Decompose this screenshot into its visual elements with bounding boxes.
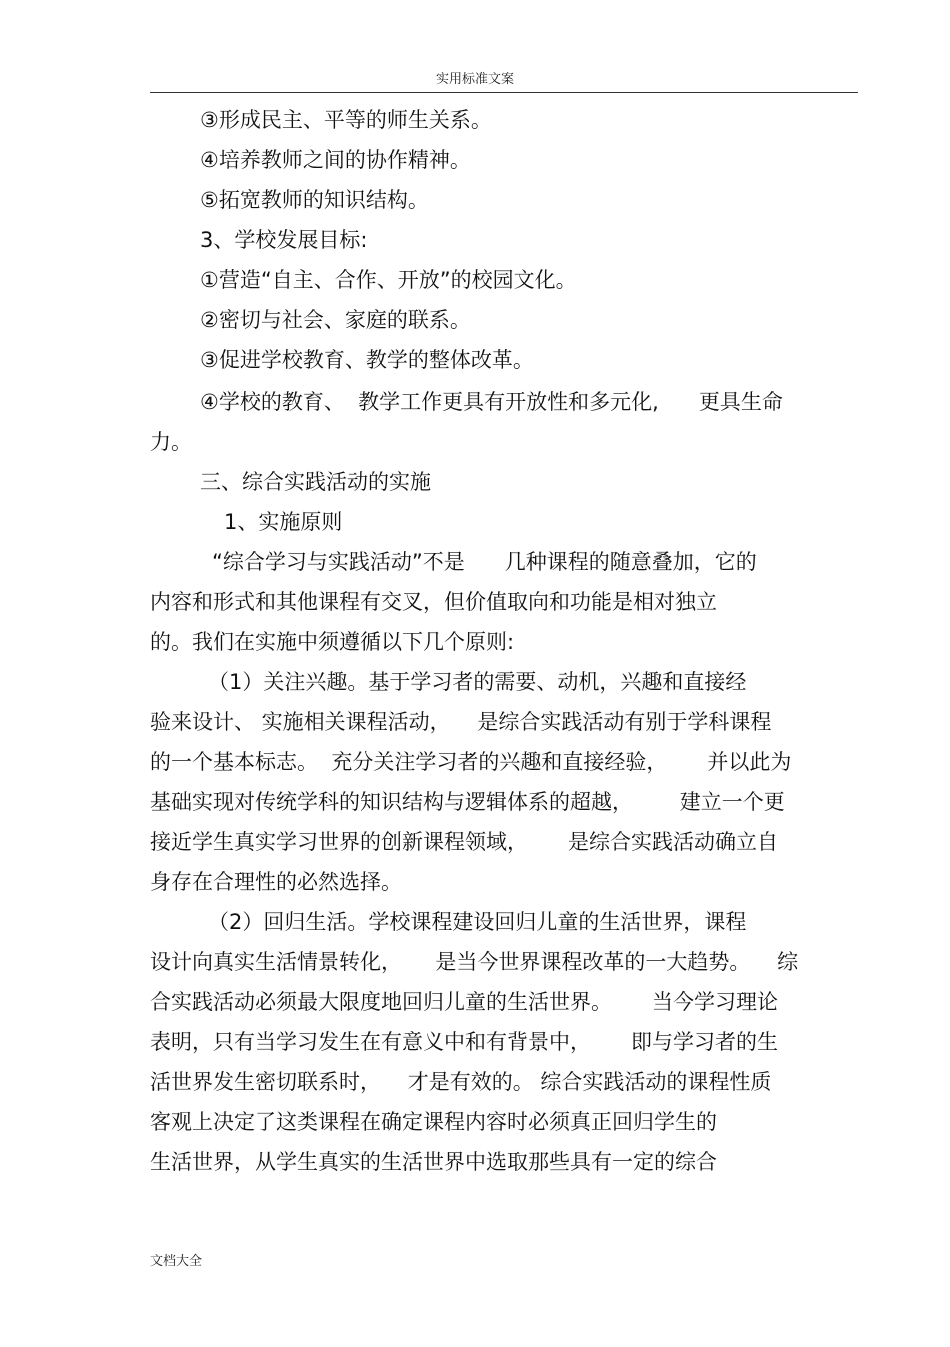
paragraph-line: 设计向真实生活情景转化， 是当今世界课程改革的一大趋势。 综	[150, 950, 799, 974]
paragraph-line: ④学校的教育、 教学工作更具有开放性和多元化, 更具生命	[200, 390, 783, 414]
paragraph-line: ③形成民主、平等的师生关系。	[200, 108, 492, 132]
paragraph-line: 内容和形式和其他课程有交叉，但价值取向和功能是相对独立	[150, 590, 717, 614]
subsection-heading: 1、实施原则	[224, 510, 343, 534]
paragraph-line: 表明，只有当学习发生在有意义中和有背景中， 即与学习者的生	[150, 1030, 779, 1054]
paragraph-line: ④培养教师之间的协作精神。	[200, 148, 471, 172]
paragraph-line: 力。	[150, 430, 192, 454]
page-header: 实用标准文案	[435, 72, 514, 87]
header-divider	[150, 92, 858, 93]
paragraph-line: 生活世界，从学生真实的生活世界中选取那些具有一定的综合	[150, 1150, 717, 1174]
paragraph-line: 验来设计、 实施相关课程活动， 是综合实践活动有别于学科课程	[150, 710, 772, 734]
section-heading: 3、学校发展目标:	[200, 228, 368, 252]
paragraph-line: 接近学生真实学习世界的创新课程领域， 是综合实践活动确立自	[150, 830, 779, 854]
section-heading: 三、综合实践活动的实施	[200, 470, 431, 494]
paragraph-line: ③促进学校教育、教学的整体改革。	[200, 348, 534, 372]
paragraph-line: 身存在合理性的必然选择。	[150, 870, 402, 894]
paragraph-line: “综合学习与实践活动”不是 几种课程的随意叠加，它的	[212, 550, 757, 574]
paragraph-line: ②密切与社会、家庭的联系。	[200, 308, 471, 332]
paragraph-line: 合实践活动必须最大限度地回归儿童的生活世界。 当今学习理论	[150, 990, 779, 1014]
paragraph-line: 基础实现对传统学科的知识结构与逻辑体系的超越， 建立一个更	[150, 790, 785, 814]
page-footer: 文档大全	[150, 1254, 203, 1269]
paragraph-line: ①营造“自主、合作、开放”的校园文化。	[200, 268, 577, 292]
paragraph-line: （1）关注兴趣。基于学习者的需要、动机，兴趣和直接经	[208, 670, 747, 694]
paragraph-line: ⑤拓宽教师的知识结构。	[200, 188, 429, 212]
paragraph-line: 的。我们在实施中须遵循以下几个原则:	[150, 630, 515, 654]
paragraph-line: 客观上决定了这类课程在确定课程内容时必须真正回归学生的	[150, 1110, 717, 1134]
paragraph-line: 的一个基本标志。 充分关注学习者的兴趣和直接经验， 并以此为	[150, 750, 792, 774]
paragraph-line: 活世界发生密切联系时， 才是有效的。 综合实践活动的课程性质	[150, 1070, 772, 1094]
paragraph-line: （2）回归生活。学校课程建设回归儿童的生活世界，课程	[208, 910, 747, 934]
